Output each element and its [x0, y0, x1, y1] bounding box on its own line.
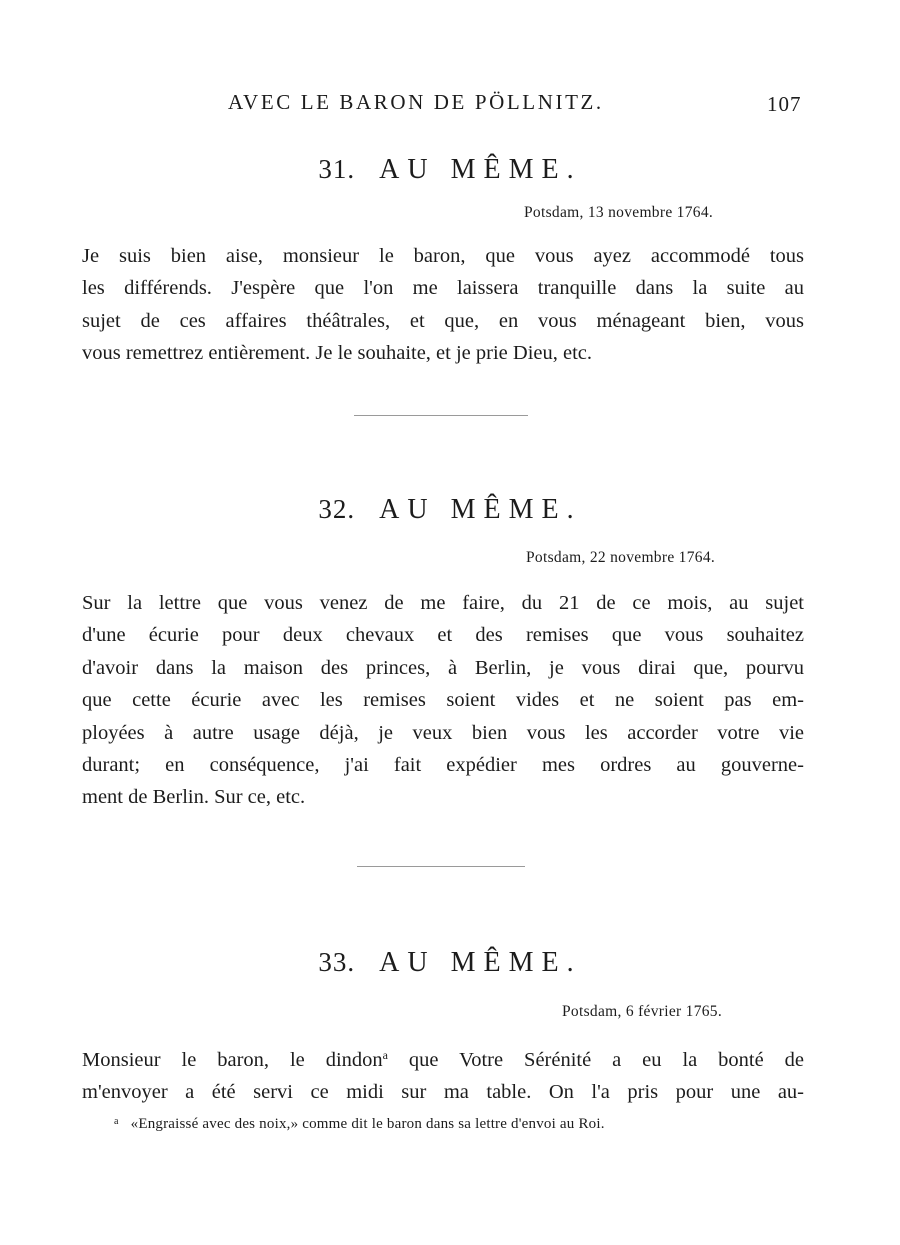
body-line: Je suis bien aise, monsieur le baron, que vous ayez accommodé tous	[82, 245, 804, 267]
body-line: d'avoir dans la maison des princes, à Berlin, je vous dirai que, pourvu	[82, 656, 804, 679]
body-text: Monsieur le baron, le dindon	[82, 1049, 383, 1071]
body-line: sujet de ces affaires théâtrales, et que, en vous ménageant bien, vous	[82, 309, 804, 332]
letter-heading-33	[0, 947, 900, 979]
letter-title: AU MÊME.	[379, 154, 582, 185]
body-line: les différends. J'espère que l'on me laissera tranquille dans la suite au	[82, 277, 804, 300]
running-title: AVEC LE BARON DE PÖLLNITZ.	[228, 90, 604, 114]
letter-body-31	[82, 240, 804, 370]
footnote-text: «Engraissé avec des noix,» comme dit le baron dans sa lettre d'envoi au Roi.	[130, 1116, 605, 1132]
letter-number: 33.	[318, 947, 356, 977]
body-line	[82, 1039, 804, 1076]
letter-number: 32.	[318, 494, 356, 524]
running-head	[0, 90, 900, 120]
body-line: vous remettrez entièrement. Je le souhaite, et je prie Dieu, etc.	[82, 342, 593, 365]
dateline-33: Potsdam, 6 février 1765.	[562, 1003, 723, 1020]
body-line: d'une écurie pour deux chevaux et des remises que vous souhaitez	[82, 624, 804, 647]
letter-heading-32	[0, 494, 900, 526]
body-line: m'envoyer a été servi ce midi sur ma table. On l'a pris pour une au-	[82, 1081, 804, 1104]
body-line: ment de Berlin. Sur ce, etc.	[82, 786, 306, 809]
letter-title: AU MÊME.	[379, 947, 582, 978]
body-line: Sur la lettre que vous venez de me faire, du 21 de ce mois, au sujet	[82, 592, 804, 614]
section-separator	[354, 415, 528, 416]
letter-body-32	[82, 587, 804, 814]
body-text: que Votre Sérénité a eu la bonté de	[387, 1049, 805, 1071]
letter-heading-31	[0, 154, 900, 186]
letter-body-33	[82, 1039, 804, 1109]
body-line: que cette écurie avec les remises soient vides et ne soient pas em-	[82, 689, 804, 712]
dateline-32: Potsdam, 22 novembre 1764.	[526, 549, 716, 566]
body-line: ployées à autre usage déjà, je veux bien vous les accorder votre vie	[82, 721, 804, 744]
dateline-31: Potsdam, 13 novembre 1764.	[524, 204, 714, 221]
footnote-ref: a	[382, 1048, 388, 1062]
letter-title: AU MÊME.	[379, 494, 582, 525]
footnote-marker: a	[114, 1116, 119, 1127]
section-separator	[357, 866, 525, 867]
page-number: 107	[767, 92, 802, 116]
letter-number: 31.	[318, 154, 356, 184]
footnote	[114, 1116, 605, 1133]
body-line: durant; en conséquence, j'ai fait expédier mes ordres au gouverne-	[82, 754, 804, 777]
